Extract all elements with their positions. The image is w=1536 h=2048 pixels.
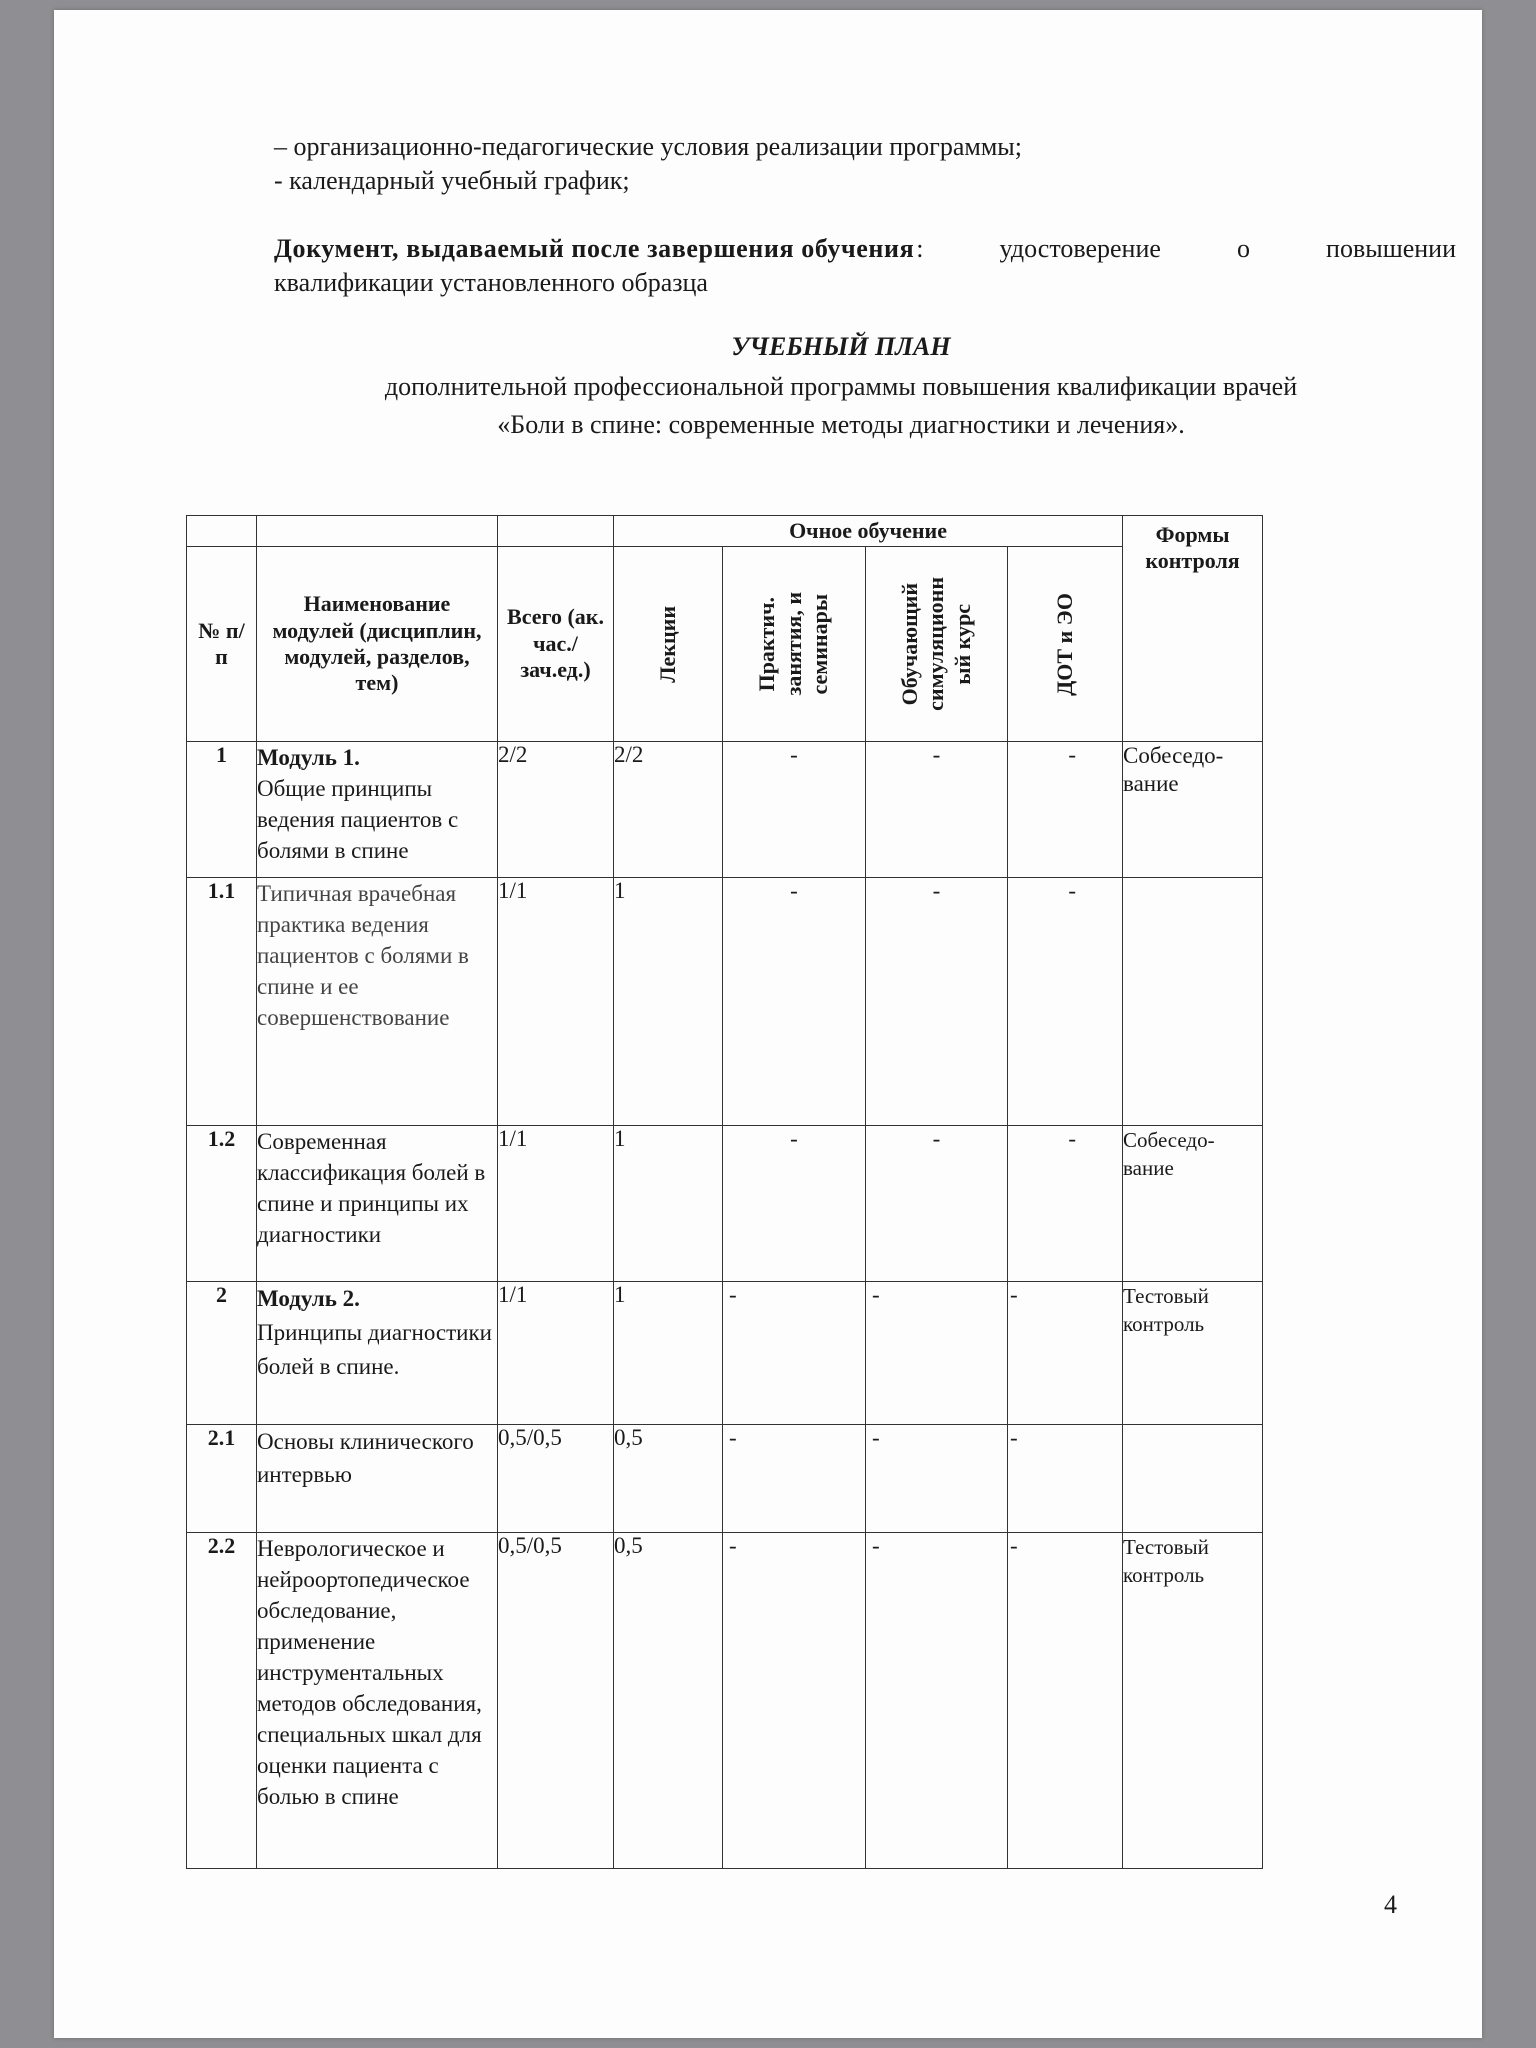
row-simulation: - [866,878,1008,1126]
row-total: 0,5/0,5 [498,1533,614,1869]
header-sim-text-1: Обучающий [896,582,922,706]
row-num: 2.2 [187,1533,257,1869]
header-forms: Формы контроля [1123,516,1263,742]
row-text: Основы клинического интервью [257,1429,474,1487]
document-issued-text: : удостоверение о повышении [916,234,1456,263]
header-full-time: Очное обучение [614,516,1123,547]
row-title: Модуль 1. [257,745,360,770]
page-number: 4 [1384,1890,1397,1919]
row-total: 1/1 [498,1282,614,1425]
plan-title: УЧЕБНЫЙ ПЛАН [731,332,951,361]
row-practice: - [723,1533,866,1869]
header-simulation [866,547,1008,742]
row-name [257,1126,498,1282]
row-practice: - [723,878,866,1126]
row-name [257,878,498,1126]
row-lectures: 2/2 [614,742,723,878]
table-header-row-1 [187,516,1263,547]
row-dot: - [1008,1425,1123,1533]
row-num: 2 [187,1282,257,1425]
table-row [187,1425,1263,1533]
empty-header-cell [187,516,257,547]
row-lectures: 1 [614,1282,723,1425]
table-row [187,1282,1263,1425]
table-header-row-2 [187,547,1263,742]
header-sim-text-2: симуляционн [923,577,949,711]
header-name: Наименование модулей (дисциплин, модулей, разделов, тем) [257,547,498,742]
row-form [1123,878,1263,1126]
header-lectures [614,547,723,742]
row-simulation: - [866,1533,1008,1869]
table-row [187,1533,1263,1869]
row-lectures: 0,5 [614,1425,723,1533]
curriculum-table [186,515,1263,1869]
intro-line-2: - календарный учебный график; [274,166,630,195]
row-text: Общие принципы ведения пациентов с болями в спине [257,776,459,863]
row-name [257,1282,498,1425]
row-total: 1/1 [498,878,614,1126]
row-title: Модуль 2. [257,1286,360,1311]
row-form [1123,1425,1263,1533]
empty-header-cell [257,516,498,547]
row-dot: - [1008,878,1123,1126]
row-name [257,1533,498,1869]
header-practice-text-2: занятия, и [780,592,806,696]
row-practice: - [723,1425,866,1533]
header-total: Всего (ак. час./ зач.ед.) [498,547,614,742]
row-form: Собеседо-вание [1123,742,1263,878]
row-lectures: 0,5 [614,1533,723,1869]
row-form: Собеседо-вание [1123,1126,1263,1282]
row-lectures: 1 [614,878,723,1126]
document-issued-label: Документ, выдаваемый после завершения обучения [274,234,915,263]
row-form: Тестовый контроль [1123,1282,1263,1425]
table-row [187,742,1263,878]
row-dot: - [1008,1126,1123,1282]
row-num: 2.1 [187,1425,257,1533]
table-row [187,878,1263,1126]
header-dot-text: ДОТ и ЭО [1051,592,1077,696]
row-dot: - [1008,742,1123,878]
document-issued-line [274,234,1456,264]
intro-line-1: – организационно-педагогические условия реализации программы; [274,132,1022,161]
plan-subtitle-1: дополнительной профессиональной программы повышения квалификации врачей [384,372,1298,401]
row-text: Неврологическое и нейроортопедическое обследование, применение инструментальных методов обследования, специальных шкал для оценки пациента с болью в спине [257,1536,482,1809]
row-practice: - [723,1282,866,1425]
row-name [257,742,498,878]
header-lectures-text: Лекции [654,605,680,683]
document-issued-text-2: квалификации установленного образца [274,268,708,297]
row-simulation: - [866,1126,1008,1282]
row-total: 2/2 [498,742,614,878]
row-num: 1 [187,742,257,878]
row-dot: - [1008,1282,1123,1425]
row-num: 1.2 [187,1126,257,1282]
header-sim-text-3: ый курс [949,603,975,685]
row-name [257,1425,498,1533]
empty-header-cell [498,516,614,547]
header-num: № п/п [187,547,257,742]
row-text: Современная классификация болей в спине и принципы их диагностики [257,1129,486,1247]
row-simulation: - [866,742,1008,878]
row-num: 1.1 [187,878,257,1126]
row-simulation: - [866,1282,1008,1425]
row-form: Тестовый контроль [1123,1533,1263,1869]
row-total: 1/1 [498,1126,614,1282]
row-practice: - [723,1126,866,1282]
plan-subtitle-2: «Боли в спине: современные методы диагностики и лечения». [497,410,1185,439]
row-text: Принципы диагностики болей в спине. [257,1320,492,1379]
header-dot [1008,547,1123,742]
row-total: 0,5/0,5 [498,1425,614,1533]
header-practice [723,547,866,742]
row-dot: - [1008,1533,1123,1869]
table-row [187,1126,1263,1282]
header-practice-text-1: Практич. [754,596,780,692]
row-text: Типичная врачебная практика ведения пациентов с болями в спине и ее совершенствование [257,881,469,1030]
row-simulation: - [866,1425,1008,1533]
row-lectures: 1 [614,1126,723,1282]
header-practice-text-3: семинары [807,593,833,695]
row-practice: - [723,742,866,878]
